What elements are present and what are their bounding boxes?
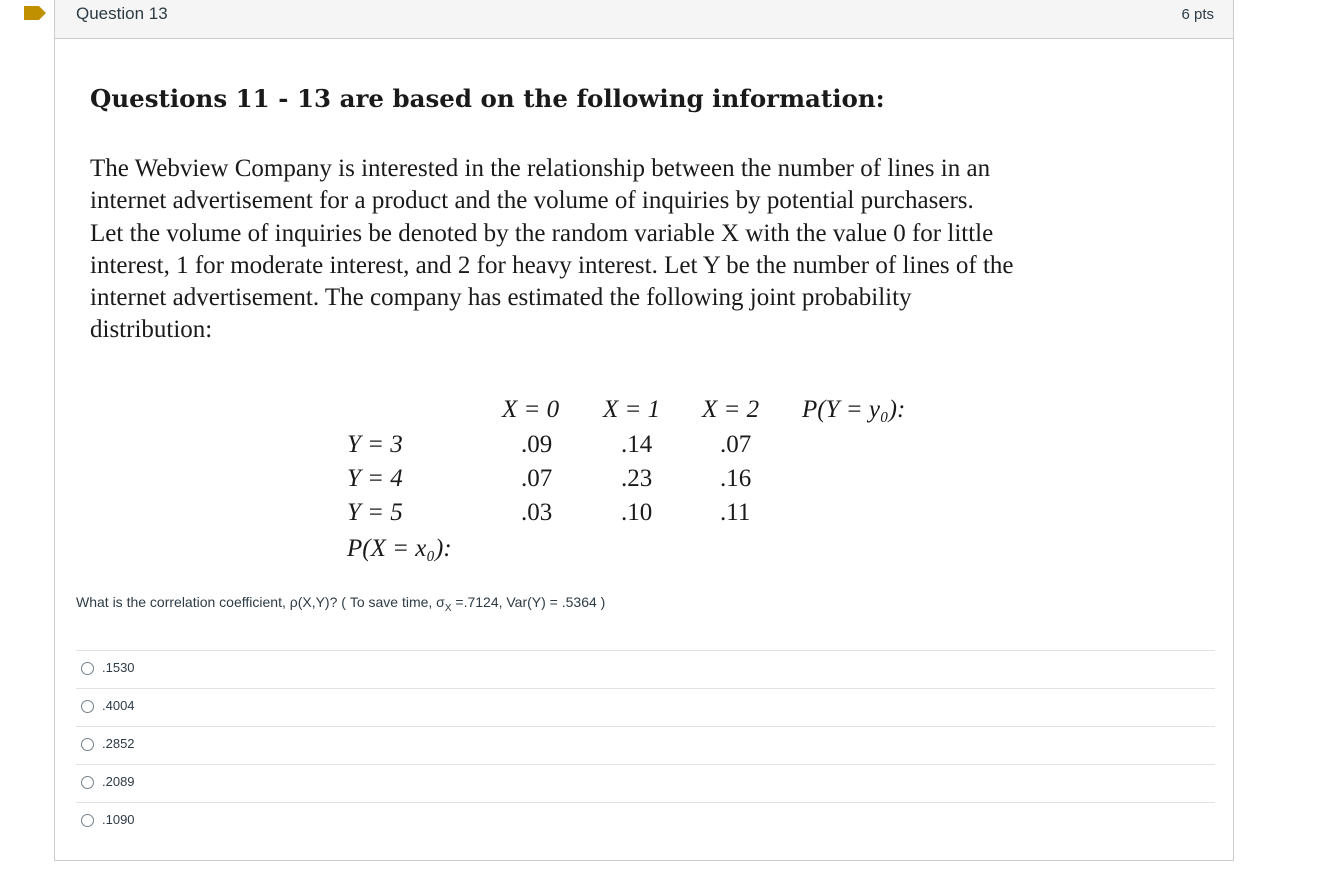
question-title: Question 13: [76, 4, 168, 23]
paragraph-line: Let the volume of inquiries be denoted by the random variable X with the value 0 for little: [90, 219, 994, 247]
radio-button[interactable]: [81, 776, 94, 789]
prompt-text: What is the correlation coefficient, ρ(X,Y)? ( To save time, σ: [76, 594, 445, 610]
answer-option[interactable]: [76, 802, 1215, 840]
row-label: Y = 4: [347, 465, 403, 492]
table-cell: .16: [720, 465, 752, 492]
row-label: Y = 5: [347, 499, 403, 526]
answer-option[interactable]: [76, 688, 1215, 726]
table-cell: .07: [521, 465, 553, 492]
table-cell: .11: [720, 499, 751, 526]
prompt-text-end: =.7124, Var(Y) = .5364 ): [451, 594, 606, 610]
question-points: 6 pts: [1181, 6, 1214, 23]
paragraph-line: The Webview Company is interested in the relationship between the number of lines in an: [90, 155, 991, 182]
answer-option[interactable]: [76, 650, 1215, 688]
answer-label[interactable]: .1530: [102, 660, 135, 675]
question-box: [54, 0, 1234, 861]
question-header: [55, 0, 1233, 39]
answer-label[interactable]: .2852: [102, 736, 135, 751]
radio-button[interactable]: [81, 662, 94, 675]
col-header: P(Y = y₀):: [802, 396, 906, 423]
answer-list: [76, 650, 1215, 840]
col-header: X = 2: [702, 396, 760, 423]
answer-label[interactable]: .2089: [102, 774, 135, 789]
col-header: X = 0: [502, 396, 560, 423]
paragraph-line: internet advertisement. The company has estimated the following joint probability: [90, 284, 912, 312]
radio-button[interactable]: [81, 700, 94, 713]
prompt-subscript: X: [444, 602, 452, 614]
radio-button[interactable]: [81, 814, 94, 827]
answer-label[interactable]: .4004: [102, 698, 135, 713]
row-label: P(X = x₀):: [347, 535, 452, 562]
col-header: X = 1: [603, 396, 661, 423]
info-paragraph: [90, 153, 1210, 347]
table-cell: .07: [720, 431, 752, 458]
answer-label[interactable]: .1090: [102, 812, 135, 827]
answer-option[interactable]: [76, 726, 1215, 764]
table-cell: .14: [621, 431, 653, 458]
table-cell: .10: [621, 499, 653, 526]
answer-option[interactable]: [76, 764, 1215, 802]
table-cell: .09: [521, 431, 553, 458]
table-cell: .23: [621, 465, 653, 492]
radio-button[interactable]: [81, 738, 94, 751]
paragraph-line: interest, 1 for moderate interest, and 2 for heavy interest. Let Y be the number of lines of the: [90, 251, 1014, 279]
flag-icon[interactable]: [24, 6, 46, 20]
question-prompt: [76, 594, 605, 614]
info-heading: Questions 11 - 13 are based on the following information:: [90, 84, 885, 113]
paragraph-line: internet advertisement for a product and the volume of inquiries by potential purchasers.: [90, 187, 974, 215]
table-cell: .03: [521, 499, 553, 526]
row-label: Y = 3: [347, 431, 403, 458]
paragraph-line: distribution:: [90, 316, 213, 344]
